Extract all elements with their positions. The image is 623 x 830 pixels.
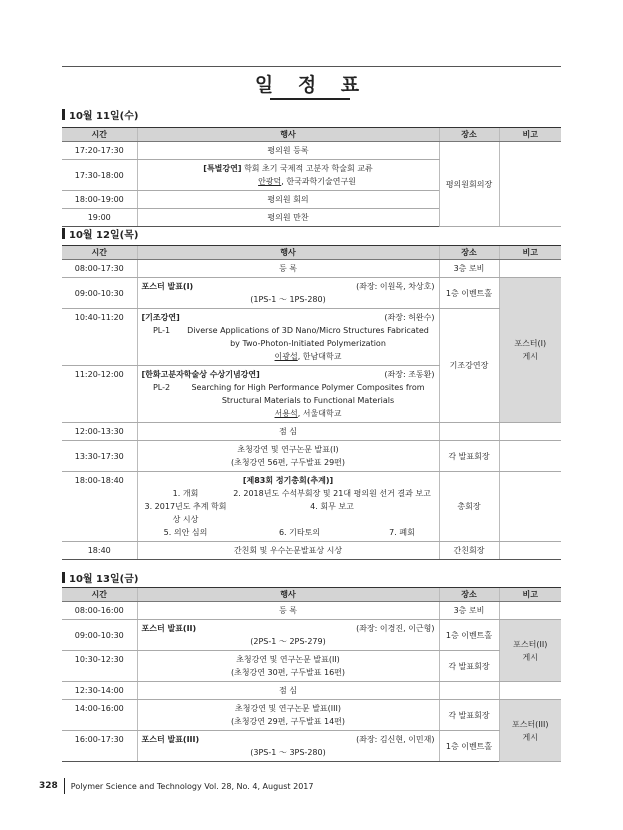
time-cell: 12:00-13:30 <box>62 423 137 441</box>
col-header-place: 장소 <box>439 588 499 602</box>
time-cell: 08:00-16:00 <box>62 602 137 620</box>
section-day3 <box>62 570 138 585</box>
agenda-item: 6. 기타토의 <box>278 528 321 537</box>
agenda-item: 4. 회무 보고 <box>310 502 354 511</box>
event-cell <box>137 731 439 762</box>
place-cell: 3층 로비 <box>439 260 499 278</box>
place-cell: 간친회장 <box>439 542 499 560</box>
time-cell: 09:00-10:30 <box>62 278 137 309</box>
speaker-affiliation: , 서울대학교 <box>297 409 342 418</box>
event-cell <box>137 160 439 191</box>
speaker-affiliation: , 한국과학기술연구원 <box>281 177 356 186</box>
col-header-place: 장소 <box>439 246 499 260</box>
section-day1-label: 10월 11일(수) <box>69 111 139 122</box>
session-count: (초청강연 56편, 구두발표 29편) <box>230 458 346 467</box>
col-header-place: 장소 <box>439 128 499 142</box>
col-header-event: 행사 <box>137 128 439 142</box>
note-cell <box>499 423 561 441</box>
note-cell <box>499 472 561 542</box>
col-header-time: 시간 <box>62 588 137 602</box>
section-day2-label: 10월 12일(목) <box>69 230 139 241</box>
agenda-item: 2. 2018년도 수석부회장 및 21대 평의원 선거 결과 보고 <box>233 489 431 498</box>
col-header-note: 비고 <box>499 588 561 602</box>
session-title: [한화고분자학술상 수상기념강연] <box>141 370 260 379</box>
place-cell: 총회장 <box>439 472 499 542</box>
event-title: 학회 초기 국제적 고분자 학술회 교류 <box>244 164 373 173</box>
event-tag: [특별강연] <box>203 164 242 173</box>
section-day1 <box>62 107 138 122</box>
time-cell: 18:00-19:00 <box>62 191 137 209</box>
note-cell <box>499 260 561 278</box>
top-rule <box>62 66 561 67</box>
event-cell <box>137 620 439 651</box>
time-cell: 18:00-18:40 <box>62 472 137 542</box>
note-cell <box>499 142 561 227</box>
place-cell: 1층 이벤트홀 <box>439 278 499 309</box>
note-cell <box>499 542 561 560</box>
section-day3-label: 10월 13일(금) <box>69 574 139 585</box>
note-cell: 포스터(I) 게시 <box>499 278 561 423</box>
session-line: 초청강연 및 연구논문 발표(I) <box>237 445 339 454</box>
col-header-event: 행사 <box>137 246 439 260</box>
place-cell: 각 발표회장 <box>439 441 499 472</box>
session-range: (2PS-1 ～ 2PS-279) <box>250 637 326 646</box>
session-title: 포스터 발표(I) <box>141 282 194 291</box>
session-range: (3PS-1 ～ 3PS-280) <box>250 748 326 757</box>
page-footer <box>39 778 313 794</box>
section-day2 <box>62 226 138 241</box>
schedule-table-day1 <box>62 127 561 227</box>
time-cell: 18:40 <box>62 542 137 560</box>
page-title: 일 정 표 <box>254 74 369 96</box>
session-line: 초청강연 및 연구논문 발표(II) <box>236 655 340 664</box>
event-cell: 평의원 등록 <box>137 142 439 160</box>
speaker-name: 안광덕 <box>258 177 282 186</box>
agenda-item: 7. 폐회 <box>389 528 415 537</box>
section-marker <box>62 228 65 239</box>
time-cell: 17:20-17:30 <box>62 142 137 160</box>
col-header-event: 행사 <box>137 588 439 602</box>
session-count: (초청강연 30편, 구두발표 16편) <box>230 668 346 677</box>
footer-divider <box>64 778 65 794</box>
agenda-item: 1. 개회 <box>172 489 199 498</box>
col-header-note: 비고 <box>499 246 561 260</box>
session-chair: (좌장: 조동환) <box>384 370 435 379</box>
journal-citation: Polymer Science and Technology Vol. 28, No. 4, August 2017 <box>70 781 314 791</box>
time-cell: 19:00 <box>62 209 137 227</box>
session-line: 초청강연 및 연구논문 발표(III) <box>235 704 341 713</box>
event-cell <box>137 366 439 423</box>
note-cell: 포스터(II) 게시 <box>499 620 561 682</box>
place-cell <box>439 682 499 700</box>
speaker-affiliation: , 한남대학교 <box>297 352 342 361</box>
session-title: [기조강연] <box>141 313 180 322</box>
place-cell: 1층 이벤트홀 <box>439 620 499 651</box>
time-cell: 17:30-18:00 <box>62 160 137 191</box>
event-cell: 간친회 및 우수논문발표상 시상 <box>137 542 439 560</box>
event-cell: 평의원 회의 <box>137 191 439 209</box>
speaker-name: 이광섭 <box>274 352 298 361</box>
place-cell: 각 발표회장 <box>439 651 499 682</box>
agenda-item: 3. 2017년도 추계 학회상 시상 <box>144 502 227 524</box>
col-header-time: 시간 <box>62 128 137 142</box>
session-chair: (좌장: 허완수) <box>384 313 435 322</box>
session-title: 포스터 발표(II) <box>141 624 197 633</box>
section-marker <box>62 109 65 120</box>
event-cell: 점 심 <box>137 423 439 441</box>
event-cell: 평의원 만찬 <box>137 209 439 227</box>
place-cell: 기조강연장 <box>439 309 499 423</box>
session-chair: (좌장: 이경진, 이근형) <box>356 624 435 633</box>
time-cell: 08:00-17:30 <box>62 260 137 278</box>
note-cell <box>499 441 561 472</box>
note-cell <box>499 602 561 620</box>
agenda-item: 5. 의안 심의 <box>163 528 208 537</box>
event-cell <box>137 441 439 472</box>
schedule-table-day2 <box>62 245 561 560</box>
section-marker <box>62 572 65 583</box>
speaker-name: 서용석 <box>274 409 298 418</box>
event-cell: 점 심 <box>137 682 439 700</box>
col-header-note: 비고 <box>499 128 561 142</box>
session-range: (1PS-1 ～ 1PS-280) <box>250 295 326 304</box>
event-cell <box>137 472 439 542</box>
time-cell: 14:00-16:00 <box>62 700 137 731</box>
place-cell: 각 발표회장 <box>439 700 499 731</box>
talk-code: PL-2 <box>152 383 171 392</box>
event-cell: 등 록 <box>137 260 439 278</box>
schedule-table-day3 <box>62 587 561 762</box>
session-chair: (좌장: 이원목, 차상호) <box>356 282 435 291</box>
place-cell: 3층 로비 <box>439 602 499 620</box>
event-cell <box>137 651 439 682</box>
page-number: 328 <box>39 781 58 791</box>
note-cell <box>499 682 561 700</box>
time-cell: 10:40-11:20 <box>62 309 137 366</box>
session-title: [제83회 정기총회(추계)] <box>242 476 334 485</box>
time-cell: 11:20-12:00 <box>62 366 137 423</box>
place-cell: 1층 이벤트홀 <box>439 731 499 762</box>
time-cell: 09:00-10:30 <box>62 620 137 651</box>
place-cell: 평의원회의장 <box>439 142 499 227</box>
time-cell: 12:30-14:00 <box>62 682 137 700</box>
title-underline <box>270 98 350 100</box>
talk-title: Searching for High Performance Polymer Composites from Structural Materials to Functional Materials <box>191 383 425 405</box>
time-cell: 10:30-12:30 <box>62 651 137 682</box>
time-cell: 16:00-17:30 <box>62 731 137 762</box>
session-count: (초청강연 29편, 구두발표 14편) <box>230 717 346 726</box>
talk-code: PL-1 <box>152 326 171 335</box>
session-chair: (좌장: 김신현, 이민재) <box>356 735 435 744</box>
col-header-time: 시간 <box>62 246 137 260</box>
event-cell <box>137 309 439 366</box>
event-cell <box>137 700 439 731</box>
talk-title: Diverse Applications of 3D Nano/Micro Structures Fabricated by Two-Photon-Initiated Polymerization <box>187 326 429 348</box>
place-cell <box>439 423 499 441</box>
note-cell: 포스터(III) 게시 <box>499 700 561 762</box>
event-cell <box>137 278 439 309</box>
event-cell: 등 록 <box>137 602 439 620</box>
time-cell: 13:30-17:30 <box>62 441 137 472</box>
session-title: 포스터 발표(III) <box>141 735 200 744</box>
